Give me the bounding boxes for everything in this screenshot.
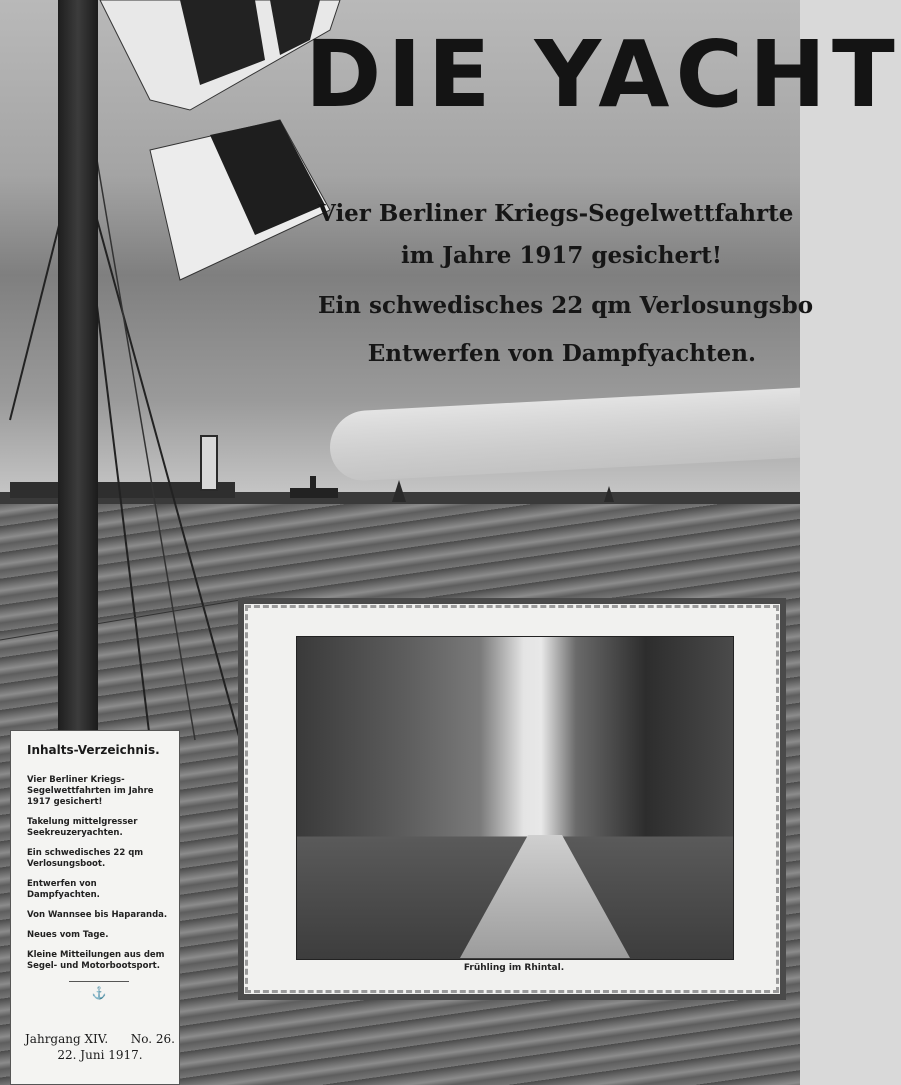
toc-item: Takelung mittelgresser Seekreuzeryachten. <box>27 817 138 838</box>
distant-sailboat <box>604 486 614 502</box>
headline-2: im Jahre 1917 gesichert! <box>401 242 722 269</box>
issue-info <box>25 1031 175 1063</box>
photo-caption: Frühling im Rhintal. <box>463 963 565 973</box>
toc-item: Vier Berliner Kriegs-Segelwettfahrten im Jahre 1917 gesichert! <box>27 775 154 807</box>
headline-3: Ein schwedisches 22 qm Verlosungsbo <box>318 292 814 319</box>
toc-item: Von Wannsee bis Haparanda. <box>27 910 168 920</box>
toc-item: Kleine Mitteilungen aus dem Segel- und Motorbootsport. <box>27 950 165 971</box>
magazine-title: DIE YACHT <box>305 21 901 128</box>
toc-item: Entwerfen von Dampfyachten. <box>27 879 100 900</box>
distant-sailboat <box>392 480 406 502</box>
volume-label: Jahrgang XIV. <box>25 1032 109 1046</box>
issue-date: 22. Juni 1917. <box>57 1048 143 1062</box>
headline-1: Vier Berliner Kriegs-Segelwettfahrte <box>318 200 794 227</box>
toc-item: Ein schwedisches 22 qm Verlosungsboot. <box>27 848 144 869</box>
toc-item: Neues vom Tage. <box>27 930 109 940</box>
table-of-contents <box>10 730 180 1085</box>
issue-number: No. 26. <box>130 1032 175 1046</box>
toc-divider <box>69 981 129 982</box>
publisher-logo-icon: ⚓ <box>91 986 107 1000</box>
toc-title: Inhalts-Verzeichnis. <box>27 743 160 757</box>
headline-4: Entwerfen von Dampfyachten. <box>367 340 756 367</box>
